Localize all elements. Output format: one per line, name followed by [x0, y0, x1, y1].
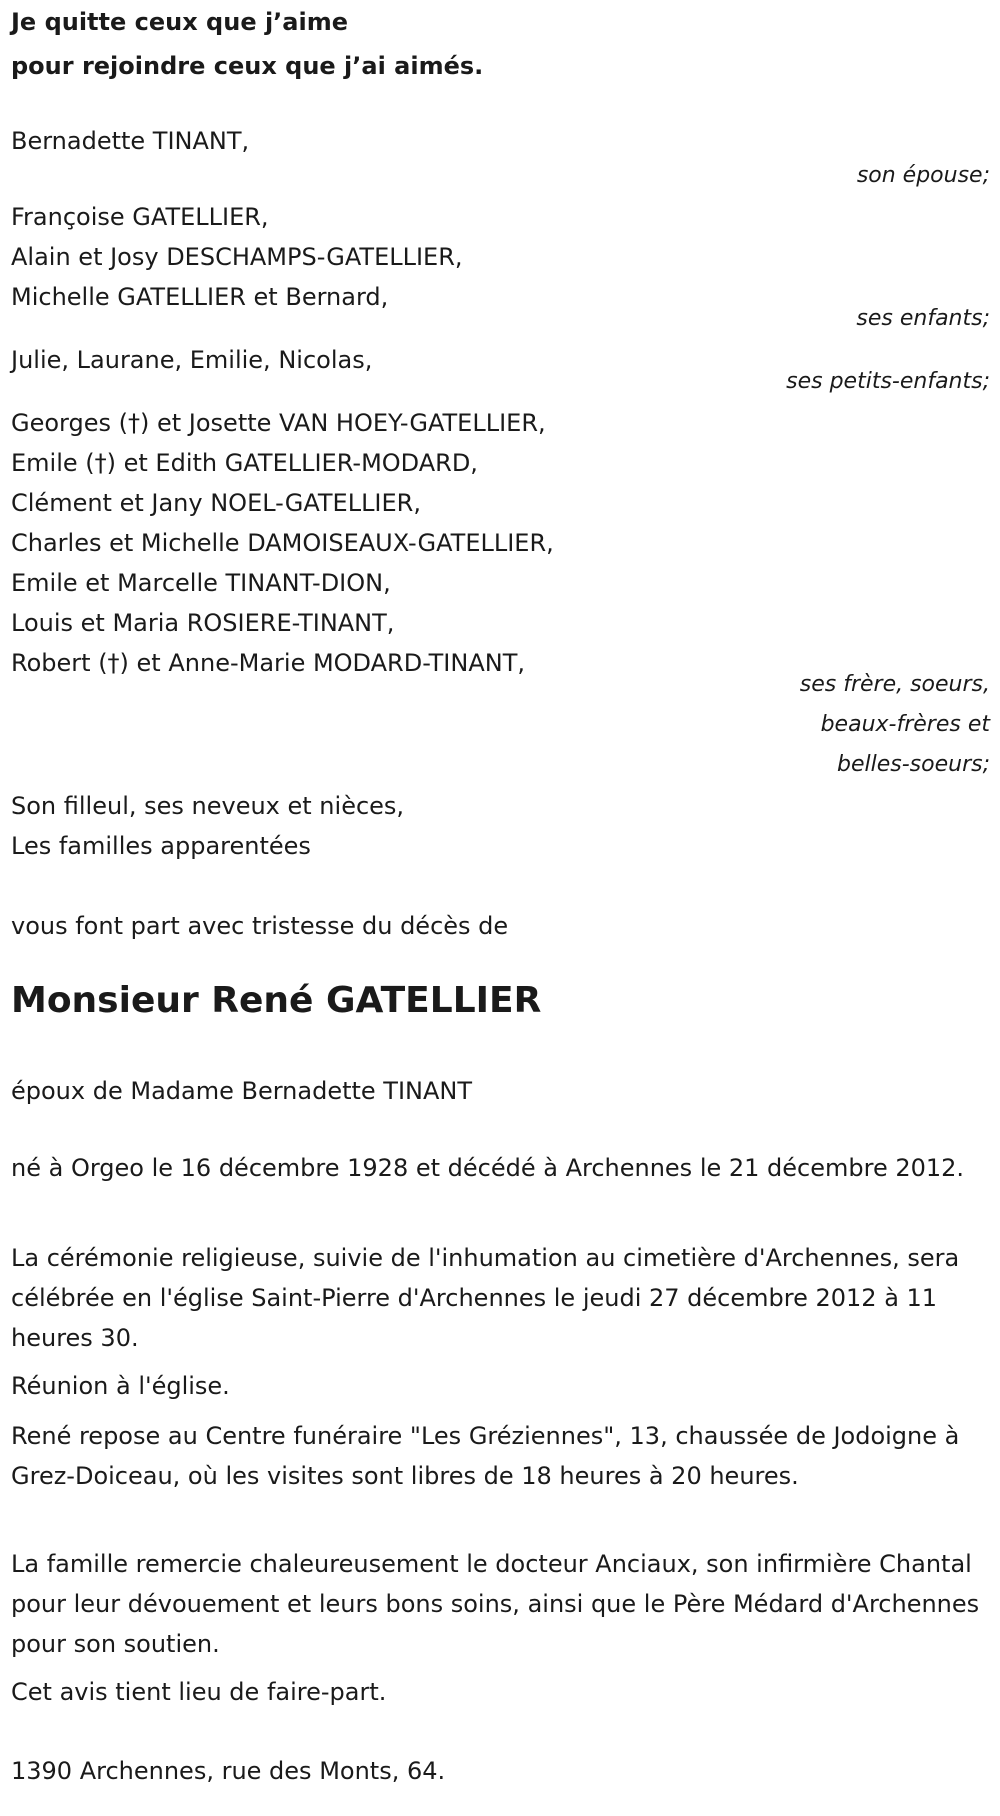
child-name: Michelle GATELLIER et Bernard, [11, 283, 389, 311]
sibling-name: Louis et Maria ROSIERE-TINANT, [11, 609, 395, 637]
siblings-relation-line: ses frère, soeurs, [799, 672, 990, 697]
paragraph-visits: René repose au Centre funéraire "Les Gréziennes", 13, chaussée de Jodoigne à Grez-Doiceau, où les visites sont libres de 18 heures à 20 heures. [11, 1422, 960, 1490]
paragraph-thanks: La famille remercie chaleureusement le docteur Anciaux, son infirmière Chantal pour leur dévouement et leurs bons soins, ainsi que le Père Médard d'Archennes pour son soutien. [11, 1550, 980, 1658]
spouse-of: époux de Madame Bernadette TINANT [11, 1077, 473, 1105]
sibling-name: Robert (†) et Anne-Marie MODARD-TINANT, [11, 649, 525, 677]
announcement: vous font part avec tristesse du décès de [11, 912, 509, 940]
sibling-name: Emile (†) et Edith GATELLIER-MODARD, [11, 449, 478, 477]
deceased-name: Monsieur René GATELLIER [11, 980, 542, 1021]
epitaph-line-2: pour rejoindre ceux que j’ai aimés. [11, 52, 484, 80]
sibling-name: Emile et Marcelle TINANT-DION, [11, 569, 391, 597]
spouse-name: Bernadette TINANT, [11, 127, 250, 155]
grandchildren-names: Julie, Laurane, Emilie, Nicolas, [11, 346, 373, 374]
others-line: Son filleul, ses neveux et nièces, [11, 792, 405, 820]
spouse-relation: son épouse; [856, 163, 990, 188]
paragraph-birth-death: né à Orgeo le 16 décembre 1928 et décédé à Archennes le 21 décembre 2012. [11, 1154, 965, 1182]
epitaph-line-1: Je quitte ceux que j’aime [11, 8, 349, 36]
paragraph-ceremony: La cérémonie religieuse, suivie de l'inhumation au cimetière d'Archennes, sera célébrée en l'église Saint-Pierre d'Archennes le jeudi 27 décembre 2012 à 11 heures 30. [11, 1244, 960, 1352]
paragraph-notice: Cet avis tient lieu de faire-part. [11, 1678, 387, 1706]
child-name: Françoise GATELLIER, [11, 203, 269, 231]
children-relation: ses enfants; [856, 306, 990, 331]
sibling-name: Charles et Michelle DAMOISEAUX-GATELLIER, [11, 529, 554, 557]
siblings-relation-line: belles-soeurs; [837, 752, 990, 777]
paragraph-meeting: Réunion à l'église. [11, 1372, 230, 1400]
siblings-relation-line: beaux-frères et [820, 712, 990, 737]
grandchildren-relation: ses petits-enfants; [786, 369, 990, 394]
address: 1390 Archennes, rue des Monts, 64. [11, 1757, 446, 1785]
sibling-name: Clément et Jany NOEL-GATELLIER, [11, 489, 421, 517]
sibling-name: Georges (†) et Josette VAN HOEY-GATELLIER, [11, 409, 546, 437]
others-line: Les familles apparentées [11, 832, 311, 860]
child-name: Alain et Josy DESCHAMPS-GATELLIER, [11, 243, 463, 271]
